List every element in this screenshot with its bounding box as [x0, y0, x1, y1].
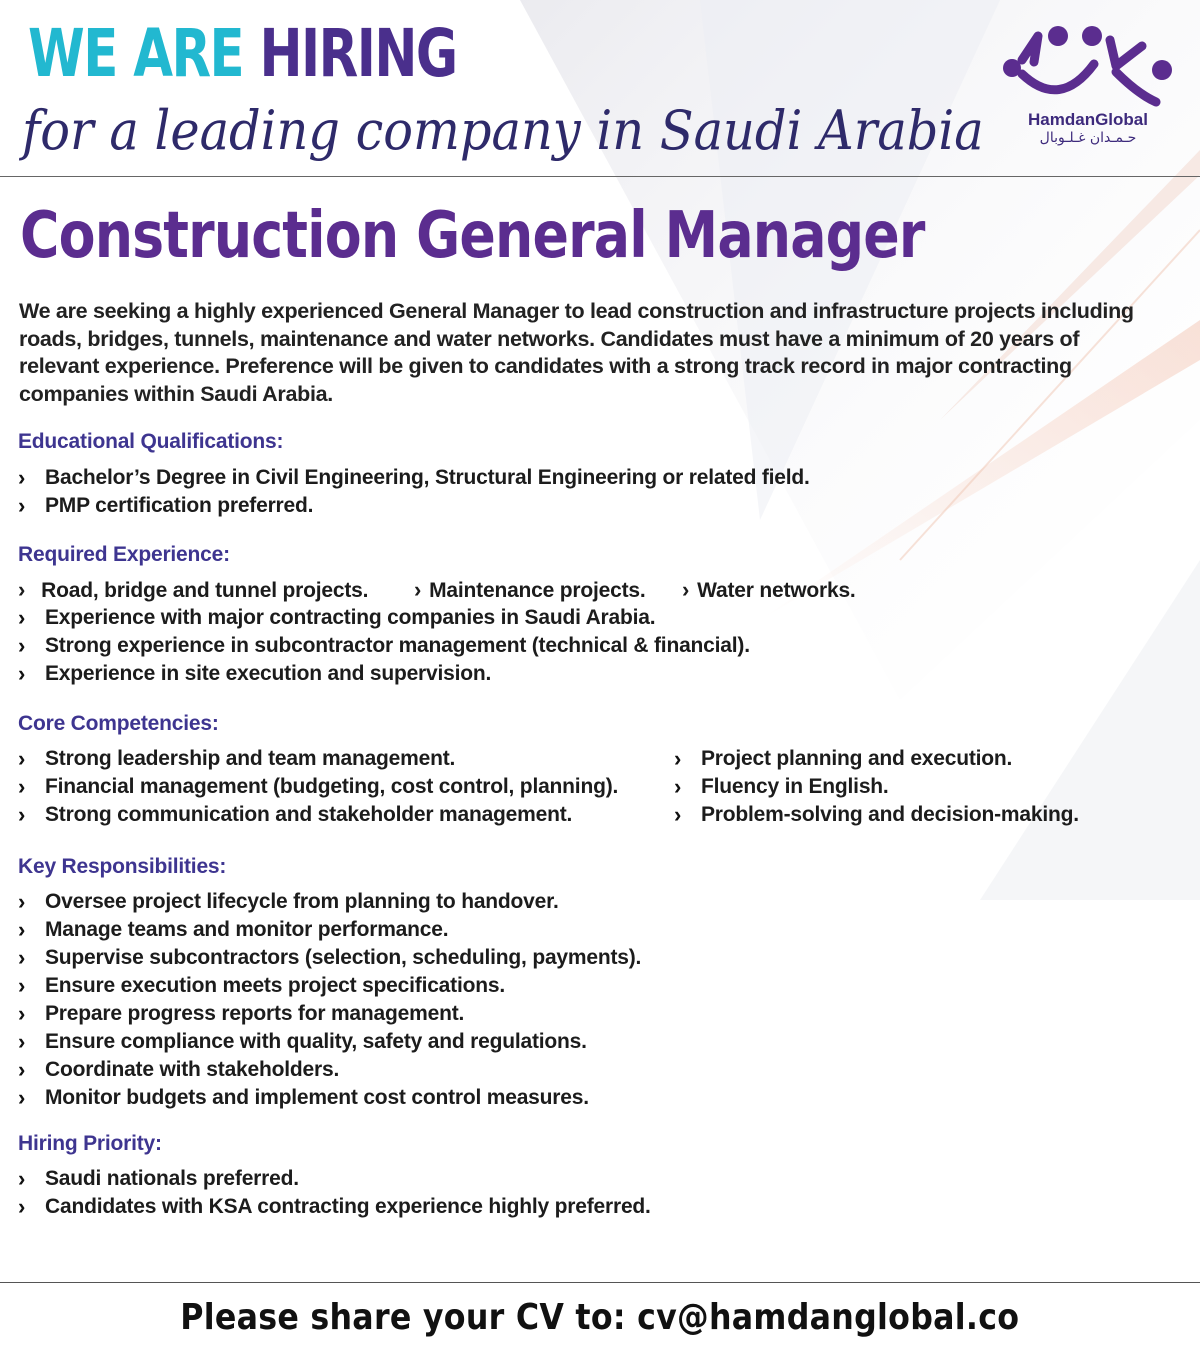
list-item-text: Ensure execution meets project specifications. [45, 974, 505, 997]
priority-list [18, 1165, 651, 1221]
chevron-right-icon: › [18, 973, 26, 998]
chevron-right-icon: › [18, 661, 26, 686]
intro-line: roads, bridges, tunnels, maintenance and water networks. Candidates must have a minimum of 20 years of [19, 326, 1080, 351]
list-item-text: Oversee project lifecycle from planning to handover. [45, 890, 559, 913]
list-item-text: PMP certification preferred. [45, 494, 314, 517]
list-item-text: Candidates with KSA contracting experience highly preferred. [45, 1195, 651, 1218]
list-item [18, 632, 750, 660]
chevron-right-icon: › [18, 605, 26, 630]
chevron-right-icon: › [18, 746, 26, 771]
list-item-text: Project planning and execution. [701, 747, 1013, 770]
list-item-text: Manage teams and monitor performance. [45, 918, 449, 941]
education-list [18, 464, 810, 520]
list-item-text: Water networks. [697, 579, 856, 602]
list-item [18, 944, 641, 972]
responsibilities-heading: Key Responsibilities: [18, 855, 227, 878]
list-item-text: Financial management (budgeting, cost control, planning). [45, 775, 619, 798]
competencies-left-list [18, 745, 618, 829]
chevron-right-icon: › [18, 577, 26, 602]
list-item-text: Experience with major contracting companies in Saudi Arabia. [45, 606, 656, 629]
chevron-right-icon: › [18, 945, 26, 970]
chevron-right-icon: › [18, 1194, 26, 1219]
chevron-right-icon: › [414, 577, 422, 602]
list-item [18, 888, 641, 916]
list-item [18, 773, 618, 801]
chevron-right-icon: › [18, 917, 26, 942]
list-item-text: Strong leadership and team management. [45, 747, 456, 770]
list-item-text: Coordinate with stakeholders. [45, 1058, 340, 1081]
list-item-text: Experience in site execution and supervision. [45, 662, 492, 685]
list-item [18, 1000, 641, 1028]
chevron-right-icon: › [682, 577, 690, 602]
header-divider [0, 176, 1200, 177]
competencies-heading: Core Competencies: [18, 712, 219, 735]
intro-paragraph [19, 298, 1200, 409]
cv-contact-footer [0, 1292, 1200, 1344]
list-item [414, 576, 646, 605]
list-item [18, 464, 810, 492]
intro-line: companies within Saudi Arabia. [19, 382, 333, 407]
footer-divider [0, 1282, 1200, 1283]
list-item [18, 576, 368, 605]
chevron-right-icon: › [674, 746, 682, 771]
job-title: Construction General Manager [20, 199, 925, 273]
list-item [18, 801, 618, 829]
list-item [674, 773, 1079, 801]
cv-contact-text: Please share your CV to: cv@hamdanglobal.co [180, 1297, 1020, 1338]
list-item-text: Ensure compliance with quality, safety and regulations. [45, 1030, 587, 1053]
list-item [18, 972, 641, 1000]
intro-line: We are seeking a highly experienced General Manager to lead construction and infrastructure projects including [19, 299, 1134, 323]
list-item-text: Supervise subcontractors (selection, scheduling, payments). [45, 946, 642, 969]
chevron-right-icon: › [18, 1166, 26, 1191]
list-item [18, 1193, 651, 1221]
list-item [18, 1084, 641, 1112]
experience-list [18, 604, 750, 688]
list-item [18, 1056, 641, 1084]
chevron-right-icon: › [674, 774, 682, 799]
hamdanglobal-people-icon [998, 24, 1178, 110]
headline-hiring: HIRING [259, 15, 457, 92]
chevron-right-icon: › [18, 1029, 26, 1054]
education-heading: Educational Qualifications: [18, 430, 284, 453]
list-item [18, 1028, 641, 1056]
list-item-text: Saudi nationals preferred. [45, 1167, 299, 1190]
chevron-right-icon: › [18, 493, 26, 518]
list-item-text: Monitor budgets and implement cost control measures. [45, 1086, 589, 1109]
list-item-text: Maintenance projects. [429, 579, 646, 602]
list-item-text: Prepare progress reports for management. [45, 1002, 465, 1025]
list-item [18, 492, 810, 520]
list-item-text: Strong experience in subcontractor management (technical & financial). [45, 634, 750, 657]
list-item [18, 916, 641, 944]
headline-subtitle: for a leading company in Saudi Arabia [22, 99, 984, 162]
priority-heading: Hiring Priority: [18, 1132, 162, 1155]
chevron-right-icon: › [18, 1085, 26, 1110]
list-item [682, 576, 856, 605]
list-item-text: Bachelor’s Degree in Civil Engineering, Structural Engineering or related field. [45, 466, 810, 489]
list-item-text: Problem-solving and decision-making. [701, 803, 1079, 826]
list-item-text: Road, bridge and tunnel projects. [41, 579, 369, 602]
list-item [18, 1165, 651, 1193]
chevron-right-icon: › [18, 889, 26, 914]
list-item [674, 745, 1079, 773]
competencies-right-list [674, 745, 1079, 829]
list-item-text: Fluency in English. [701, 775, 889, 798]
chevron-right-icon: › [18, 802, 26, 827]
logo-name: HamdanGlobal [1028, 110, 1148, 129]
logo-arabic-name: حـمـدان غـلـوبال [1039, 130, 1137, 146]
chevron-right-icon: › [674, 802, 682, 827]
list-item [674, 801, 1079, 829]
headline-we-are: WE ARE [28, 15, 244, 92]
responsibilities-list [18, 888, 641, 1112]
hiring-headline [28, 14, 457, 94]
experience-heading: Required Experience: [18, 543, 230, 566]
chevron-right-icon: › [18, 774, 26, 799]
chevron-right-icon: › [18, 465, 26, 490]
list-item-text: Strong communication and stakeholder management. [45, 803, 573, 826]
intro-line: relevant experience. Preference will be given to candidates with a strong track record in major contracting [19, 354, 1072, 379]
list-item [18, 745, 618, 773]
chevron-right-icon: › [18, 1001, 26, 1026]
chevron-right-icon: › [18, 1057, 26, 1082]
list-item [18, 604, 750, 632]
chevron-right-icon: › [18, 633, 26, 658]
company-logo [998, 24, 1178, 150]
list-item [18, 660, 750, 688]
